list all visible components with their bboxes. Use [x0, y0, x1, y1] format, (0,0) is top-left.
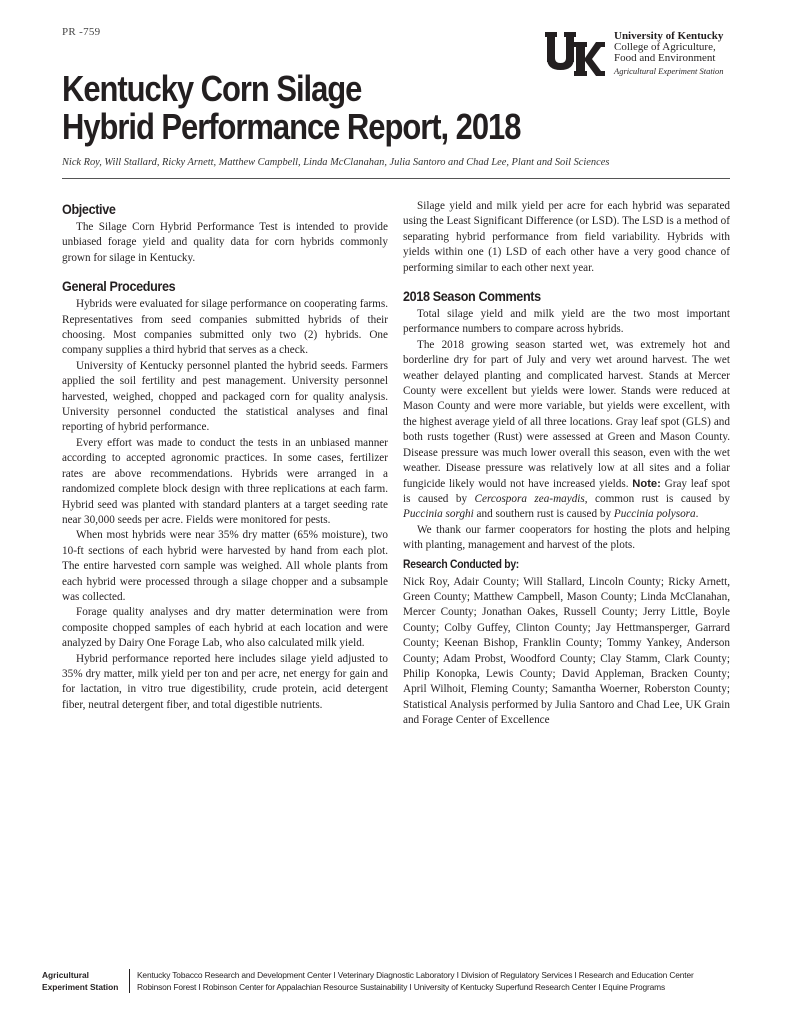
species-cercospora: Cercospora zea-maydis	[474, 492, 585, 505]
research-heading: Research Conducted by:	[403, 558, 519, 571]
footer-programs	[137, 969, 694, 993]
season-text-e: .	[695, 508, 699, 521]
footer-label-line-2: Experiment Station	[42, 982, 119, 992]
institution-college: College of Agriculture,	[614, 41, 716, 53]
season-text-b: Gray leaf spot is caused by	[403, 477, 730, 505]
note-label: Note:	[632, 477, 661, 490]
general-paragraph-5: Forage quality analyses and dry matter determination were from composite chopped samples of each hybrid at each location and were analyzed by Dairy One Forage Lab, who also calculated milk yield.	[62, 606, 388, 650]
footer-divider	[129, 969, 130, 993]
general-paragraph-3: Every effort was made to conduct the tests in an unbiased manner according to accepted agronomic practices. In some cases, fertilizer rates are above recommendations. Hybrids were arranged in a randomized complete block design with three replications at each farm. Hybrid seed was planted with standard planters at a target seeding rate near 30,000 seeds per acre. Fields were monitored for pests.	[62, 436, 388, 526]
right-column	[403, 199, 730, 729]
season-text-d: and southern rust is caused by	[473, 508, 614, 521]
institution-college-cont: Food and Environment	[614, 52, 716, 64]
footer-programs-line-1: Kentucky Tobacco Research and Development Center I Veterinary Diagnostic Laboratory I Division of Regulatory Services I Research and Education Center	[137, 970, 694, 980]
species-puccinia-polysora: Puccinia polysora	[613, 508, 696, 521]
species-puccinia-sorghi: Puccinia sorghi	[403, 508, 474, 521]
institution-block	[614, 30, 724, 78]
footer-programs-line-2: Robinson Forest I Robinson Center for Appalachian Resource Sustainability I University of Kentucky Superfund Research Center I Equine Programs	[137, 982, 666, 992]
season-paragraph-2	[403, 338, 730, 523]
page-title	[62, 70, 578, 146]
footer-label	[42, 969, 126, 993]
season-text-a: The 2018 growing season started wet, was extremely hot and borderline dry for part of July and very wet around harvest. The wet weather delayed planting and complicated harvest. Stands at Mercer County were excellent but yields were lower. Stands were reduced at Mason County and were more variable, but yields were excellent, with the highest average yield of all three locations. Gray leaf spot (GLS) and both rusts together (Rust) were assessed at Green and Mason County. Disease pressure was much lower overall this season, even with the wet weather. Disease pressure was relatively low at all sites and a foliar fungicide likely would not have increased yields.	[403, 338, 730, 490]
general-paragraph-6: Hybrid performance reported here includes silage yield adjusted to 35% dry matter, milk yield per ton and per acre, net energy for gain and for lactation, in vitro true digestibility, crude protein, acid detergent fiber, neutral detergent fiber, and total digestible nutrients.	[62, 652, 388, 711]
general-paragraph-1: Hybrids were evaluated for silage performance on cooperating farms. Representatives from seed companies submitted hybrids of their choosing. Most companies submitted only two (2) hybrids. One company supplies a third hybrid that serves as a check.	[62, 298, 388, 357]
institution-university: University of Kentucky	[614, 30, 724, 42]
season-paragraph-3: We thank our farmer cooperators for hosting the plots and helping with planting, management and harvest of the plots.	[403, 523, 730, 552]
objective-paragraph: The Silage Corn Hybrid Performance Test is intended to provide unbiased forage yield and quality data for corn hybrids commonly grown for silage in Kentucky.	[62, 221, 388, 264]
objective-heading: Objective	[62, 201, 116, 217]
header-divider	[62, 178, 730, 179]
general-paragraph-2: University of Kentucky personnel planted the hybrid seeds. Farmers applied the soil fertility and pest management. University personnel harvested, weighed, chopped and packaged corn for quality analysis. University personnel conducted the statistical analyses and final reporting of hybrid performance.	[62, 359, 388, 434]
season-comments-heading: 2018 Season Comments	[403, 288, 541, 305]
general-procedures-heading: General Procedures	[62, 278, 176, 295]
title-line-1: Kentucky Corn Silage	[62, 68, 362, 109]
left-column	[62, 200, 388, 713]
season-paragraph-1: Total silage yield and milk yield are the two most important performance numbers to compare across hybrids.	[403, 308, 730, 336]
research-paragraph: Nick Roy, Adair County; Will Stallard, Lincoln County; Ricky Arnett, Green County; Matthew Campbell, Mason County; Linda McClanahan, Mercer County; Jonathan Oakes, Russell County; Jerry Little, Boyle County; Colby Guffey, Clinton County; Jay Hettmansperger, Garrard County; Keenan Bishop, Franklin County; Tommy Yankey, Anderson County; Adam Probst, Woodford County; Clay Stamm, Clark County; Philip Konopka, Lewis County; David Appleman, Bracken County; April Wilhoit, Fleming County; Samantha Woerner, Roberston County; Statistical Analysis performed by Julia Santoro and Chad Lee, UK Grain and Forage Center of Excellence	[403, 575, 730, 727]
institution-station: Agricultural Experiment Station	[614, 66, 724, 76]
lsd-paragraph: Silage yield and milk yield per acre for each hybrid was separated using the Least Significant Difference (or LSD). The LSD is a method of separating hybrid performance from field variability. Hybrids with yields within one (1) LSD of each other have a very good chance of performing similar to each other next year.	[403, 200, 730, 274]
general-paragraph-4: When most hybrids were near 35% dry matter (65% moisture), two 10-ft sections of each hybrid were harvested by hand from each plot. The entire harvested corn sample was weighed. All whole plants from each hybrid were processed through a silage chopper and a subsample was collected.	[62, 529, 388, 603]
footer-label-line-1: Agricultural	[42, 970, 89, 980]
season-text-c: , common rust is caused by	[584, 492, 730, 505]
authors-line: Nick Roy, Will Stallard, Ricky Arnett, Matthew Campbell, Linda McClanahan, Julia Santoro and Chad Lee, Plant and Soil Sciences	[62, 157, 610, 168]
title-line-2: Hybrid Performance Report, 2018	[62, 106, 521, 147]
report-number: PR -759	[62, 26, 101, 38]
